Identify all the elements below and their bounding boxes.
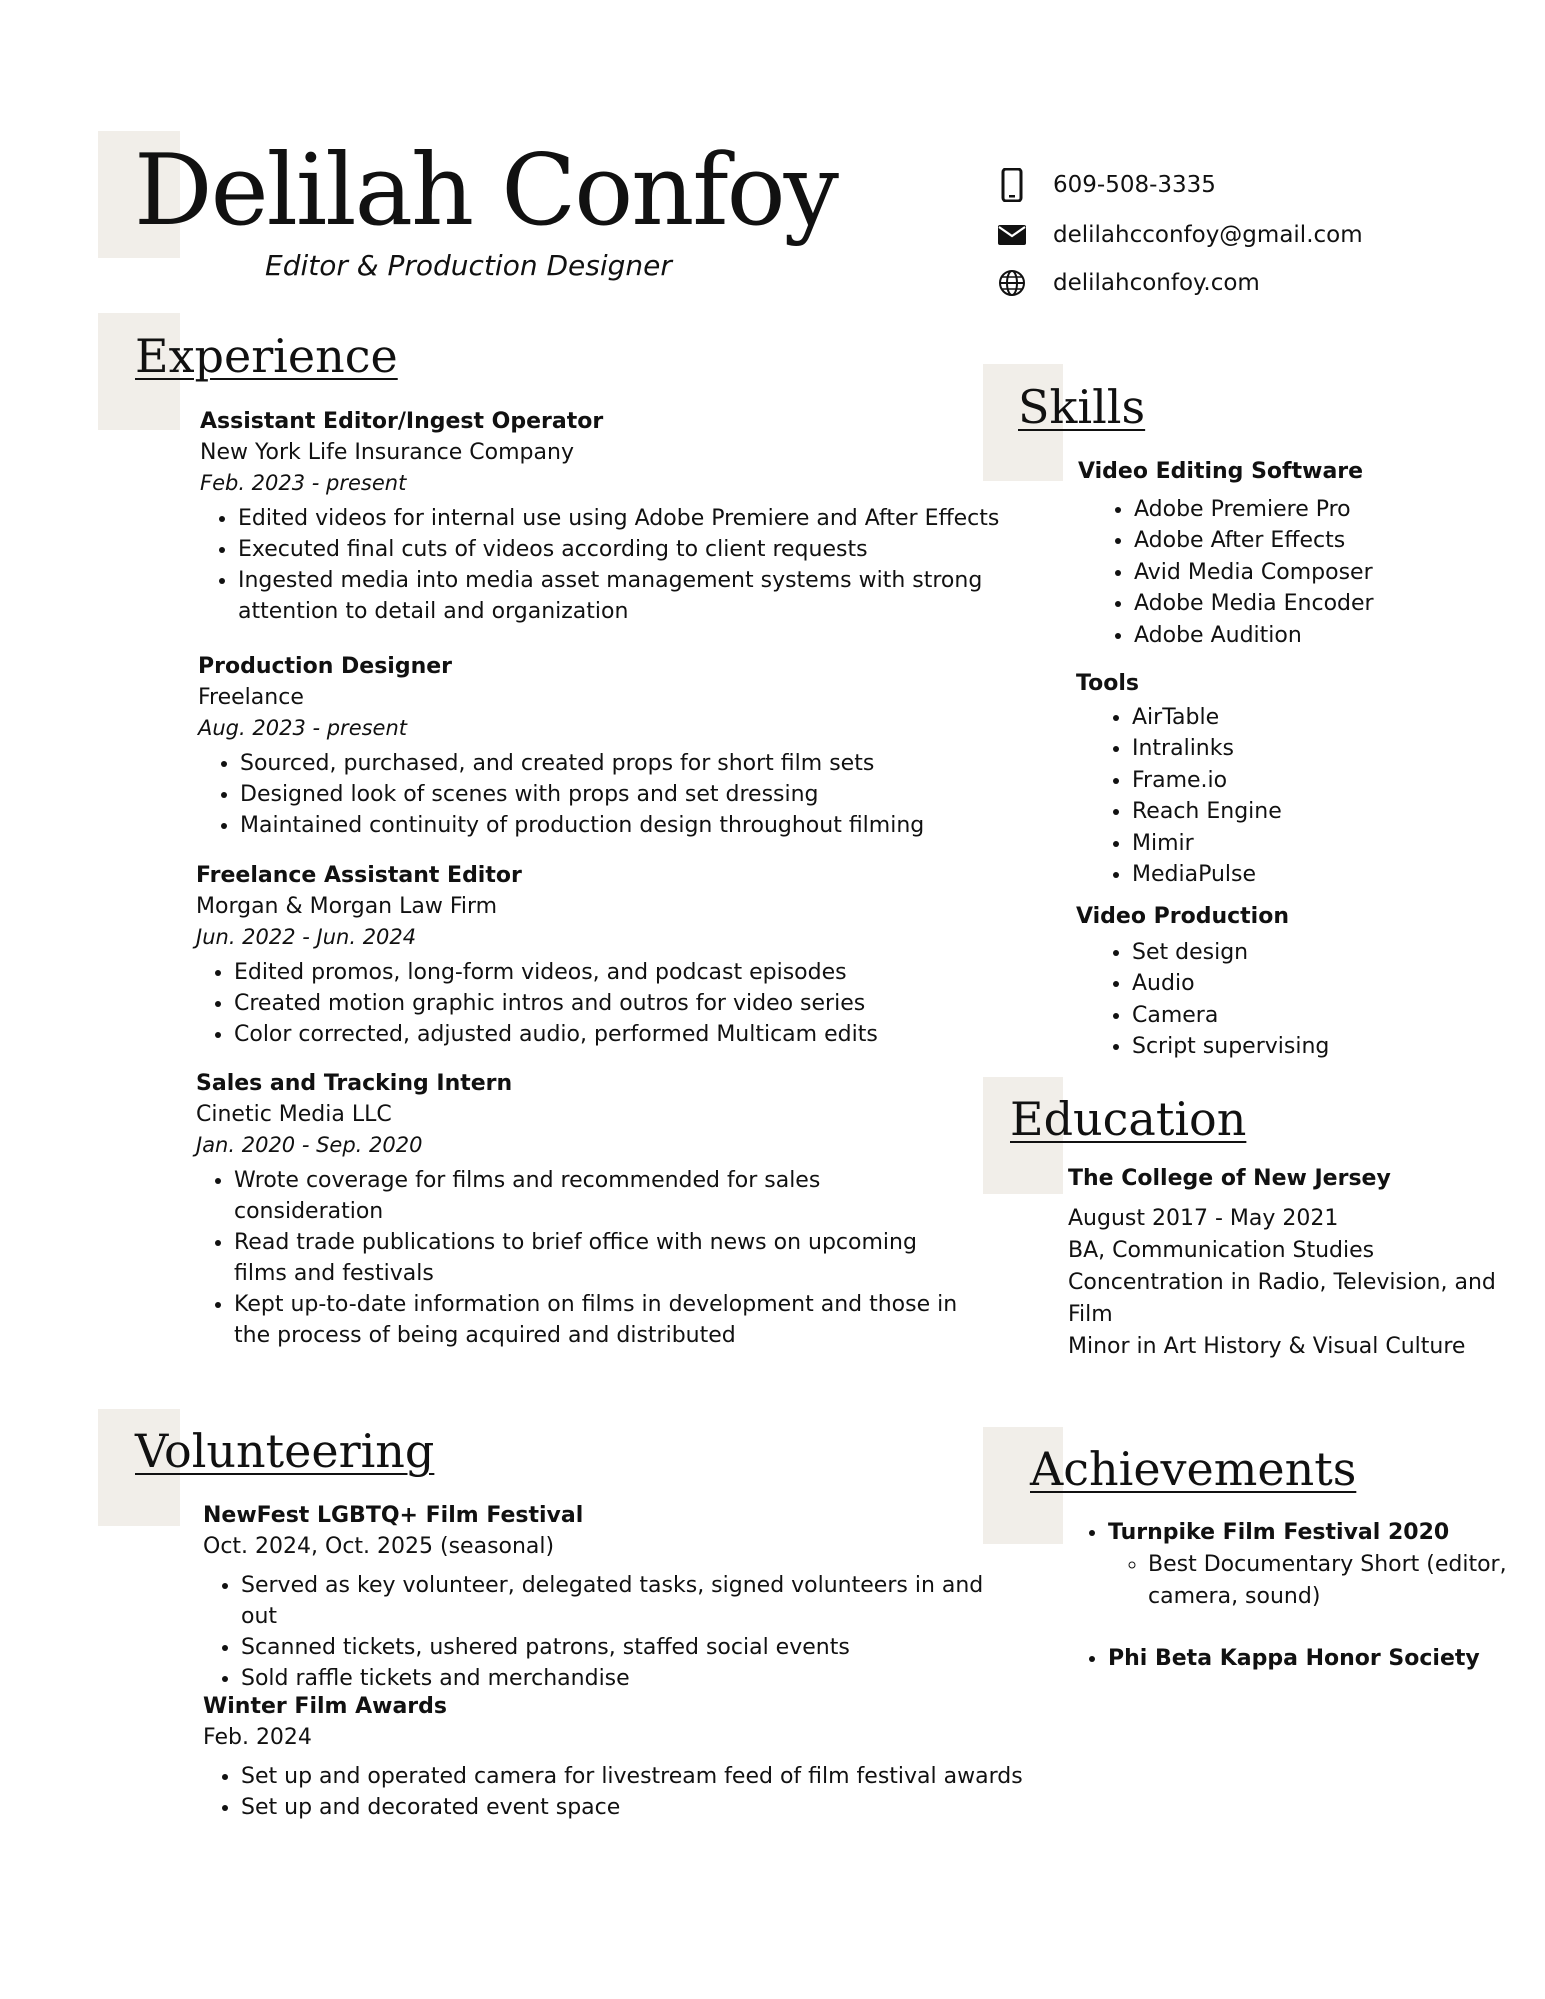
achievements-block — [1076, 1517, 1516, 1675]
skill-item: • Camera — [1132, 1000, 1496, 1032]
entry-date: Jan. 2020 - Sep. 2020 — [196, 1133, 423, 1157]
entry-bullets — [196, 957, 1006, 1050]
entry-org: Cinetic Media LLC — [196, 1102, 392, 1127]
skill-group-items — [1076, 702, 1496, 891]
achievement-sub-list — [1108, 1549, 1516, 1613]
skill-item: • Avid Media Composer — [1134, 557, 1498, 589]
education-heading: Education — [1010, 1092, 1247, 1146]
education-block — [1068, 1163, 1508, 1363]
skill-item: • Adobe After Effects — [1134, 525, 1498, 557]
entry-role: Production Designer — [198, 654, 453, 679]
experience-heading: Experience — [135, 329, 398, 383]
skill-item: • Set design — [1132, 937, 1496, 969]
experience-entry — [198, 651, 1008, 841]
skills-list — [1078, 456, 1498, 657]
skill-item: • Adobe Audition — [1134, 620, 1498, 652]
education-school: The College of New Jersey — [1068, 1166, 1391, 1191]
bullet: • Set up and decorated event space — [241, 1792, 1023, 1823]
skills-list — [1076, 901, 1496, 1069]
experience-entry — [200, 406, 1010, 627]
bullet: • Designed look of scenes with props and set dressing — [240, 779, 1008, 810]
skill-item: • Frame.io — [1132, 765, 1496, 797]
bullet: • Served as key volunteer, delegated tasks, signed volunteers in and out — [241, 1570, 1023, 1632]
achievements-heading: Achievements — [1030, 1442, 1357, 1496]
achievement-item — [1108, 1643, 1516, 1675]
education-minor: Minor in Art History & Visual Culture — [1068, 1334, 1466, 1359]
entry-role: Freelance Assistant Editor — [196, 863, 522, 888]
entry-bullets — [198, 748, 1008, 841]
candidate-subtitle: Editor & Production Designer — [265, 249, 672, 282]
skill-item: • MediaPulse — [1132, 859, 1496, 891]
entry-bullets — [196, 1165, 976, 1351]
bullet: • Maintained continuity of production design throughout filming — [240, 810, 1008, 841]
entry-role: NewFest LGBTQ+ Film Festival — [203, 1503, 584, 1528]
skill-group-items — [1076, 937, 1496, 1063]
achievements-list — [1076, 1517, 1516, 1675]
bullet: • Executed final cuts of videos according to client requests — [238, 534, 1010, 565]
entry-date: Jun. 2022 - Jun. 2024 — [196, 925, 417, 949]
skill-item: • Intralinks — [1132, 733, 1496, 765]
phone-text[interactable]: 609-508-3335 — [1053, 172, 1216, 198]
bullet: • Kept up-to-date information on films in development and those in the process of being acquired and distributed — [234, 1289, 976, 1351]
contact-phone — [995, 168, 1216, 202]
skill-item: • Reach Engine — [1132, 796, 1496, 828]
bullet: • Created motion graphic intros and outros for video series — [234, 988, 1006, 1019]
envelope-icon — [995, 218, 1029, 252]
entry-date: Oct. 2024, Oct. 2025 (seasonal) — [203, 1534, 555, 1559]
skill-group-heading: Tools — [1076, 671, 1139, 696]
bullet: • Edited promos, long-form videos, and podcast episodes — [234, 957, 1006, 988]
skill-group-heading: Video Production — [1076, 904, 1289, 929]
skill-item: • AirTable — [1132, 702, 1496, 734]
candidate-name: Delilah Confoy — [134, 134, 838, 248]
experience-entry — [196, 1068, 976, 1351]
globe-icon — [995, 266, 1029, 300]
entry-role: Winter Film Awards — [203, 1694, 447, 1719]
skills-list — [1076, 668, 1496, 897]
achievement-item — [1108, 1517, 1516, 1613]
volunteering-entry — [203, 1500, 1023, 1694]
bullet: • Scanned tickets, ushered patrons, staffed social events — [241, 1632, 1023, 1663]
bullet: • Sold raffle tickets and merchandise — [241, 1663, 1023, 1694]
volunteering-heading: Volunteering — [135, 1424, 435, 1478]
contact-email — [995, 218, 1363, 252]
volunteering-entry — [203, 1691, 1023, 1823]
skill-item: • Mimir — [1132, 828, 1496, 860]
entry-org: Morgan & Morgan Law Firm — [196, 894, 498, 919]
bullet: • Color corrected, adjusted audio, performed Multicam edits — [234, 1019, 1006, 1050]
skill-item: • Adobe Premiere Pro — [1134, 494, 1498, 526]
bullet: • Set up and operated camera for livestream feed of film festival awards — [241, 1761, 1023, 1792]
skill-group-heading: Video Editing Software — [1078, 459, 1364, 484]
education-concentration: Concentration in Radio, Television, and Film — [1068, 1270, 1496, 1327]
achievement-label: Phi Beta Kappa Honor Society — [1108, 1646, 1480, 1671]
bullet: • Read trade publications to brief office with news on upcoming films and festivals — [234, 1227, 976, 1289]
website-text[interactable]: delilahconfoy.com — [1053, 270, 1260, 296]
skill-item: • Adobe Media Encoder — [1134, 588, 1498, 620]
entry-role: Sales and Tracking Intern — [196, 1071, 513, 1096]
entry-date: Feb. 2024 — [203, 1725, 312, 1750]
phone-icon — [995, 168, 1029, 202]
bullet: • Wrote coverage for films and recommended for sales consideration — [234, 1165, 976, 1227]
entry-date: Feb. 2023 - present — [200, 471, 407, 495]
bullet: • Sourced, purchased, and created props for short film sets — [240, 748, 1008, 779]
entry-role: Assistant Editor/Ingest Operator — [200, 409, 604, 434]
entry-org: New York Life Insurance Company — [200, 440, 574, 465]
education-dates: August 2017 - May 2021 — [1068, 1206, 1339, 1231]
entry-date: Aug. 2023 - present — [198, 716, 408, 740]
skill-group-items — [1078, 494, 1498, 652]
bullet: • Edited videos for internal use using Adobe Premiere and After Effects — [238, 503, 1010, 534]
entry-bullets — [203, 1570, 1023, 1694]
entry-bullets — [200, 503, 1010, 627]
contact-website — [995, 266, 1260, 300]
achievement-label: Turnpike Film Festival 2020 — [1108, 1520, 1450, 1545]
skill-item: • Audio — [1132, 968, 1496, 1000]
bullet: • Ingested media into media asset management systems with strong attention to detail and organization — [238, 565, 1010, 627]
skills-heading: Skills — [1018, 380, 1146, 434]
skill-item: • Script supervising — [1132, 1031, 1496, 1063]
entry-org: Freelance — [198, 685, 304, 710]
entry-bullets — [203, 1761, 1023, 1823]
achievement-sub-item: ◦ Best Documentary Short (editor, camera, sound) — [1148, 1549, 1516, 1613]
experience-entry — [196, 860, 1006, 1050]
education-degree: BA, Communication Studies — [1068, 1238, 1375, 1263]
email-text[interactable]: delilahcconfoy@gmail.com — [1053, 222, 1363, 248]
